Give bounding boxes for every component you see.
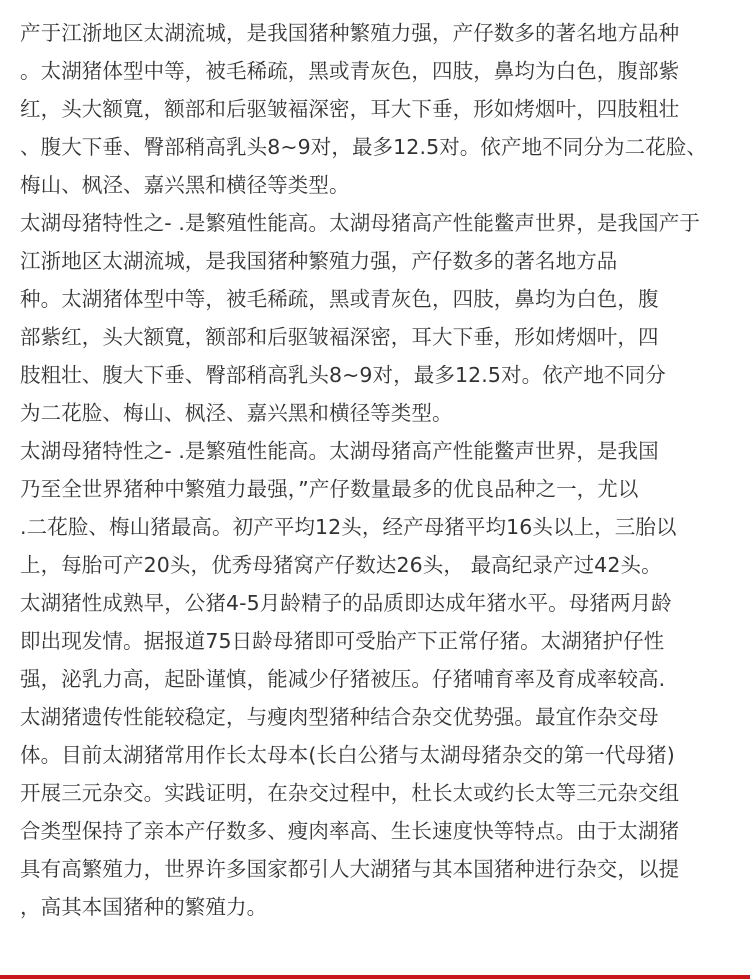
text-line: 江浙地区太湖流城，是我国猪种繁殖力强，产仔数多的著名地方品 [20,249,618,273]
text-line: 体。目前太湖猪常用作长太母本(长白公猪与太湖母猪杂交的第一代母猪) [20,743,675,767]
text-line: 合类型保持了亲本产仔数多、瘦肉率高、生长速度快等特点。由于太湖猪 [20,819,680,843]
text-line: 肢粗壮、腹大下垂、臀部稍高乳头8~9对，最多12.5对。依产地不同分 [20,363,666,387]
text-line: 太湖母猪特性之- .是繁殖性能高。太湖母猪高产性能鳖声世界，是我国产于 [20,211,700,235]
text-line: 太湖猪遗传性能较稳定，与瘦肉型猪种结合杂交优势强。最宜作杂交母 [20,705,659,729]
text-line: ，高其本国猪种的繁殖力。 [20,895,268,919]
text-line: 产于江浙地区太湖流城，是我国猪种繁殖力强，产仔数多的著名地方品种 [20,21,680,45]
text-line: 部紫红，头大额寬，额部和后驱皱褔深密，耳大下垂，形如烤烟叶，四 [20,325,659,349]
text-line: 太湖母猪特性之- .是繁殖性能高。太湖母猪高产性能鳖声世界，是我国 [20,439,659,463]
text-line: 为二花脸、梅山、枫泾、嘉兴黑和横径等类型。 [20,401,453,425]
text-line: 红，头大额寬，额部和后驱皱褔深密，耳大下垂，形如烤烟叶，四肢粗壮 [20,97,680,121]
text-line: 开展三元杂交。实践证明，在杂交过程中，杜长太或约长太等三元杂交组 [20,781,680,805]
text-line: 。太湖猪体型中等，被毛稀疏，黑或青灰色，四肢，鼻均为白色，腹部紫 [20,59,680,83]
text-line: 、腹大下垂、臀部稍高乳头8~9对，最多12.5对。依产地不同分为二花脸、 [20,135,708,159]
article-body [20,14,745,926]
text-line: 种。太湖猪体型中等，被毛稀疏，黑或青灰色，四肢，鼻均为白色，腹 [20,287,659,311]
text-line: 具有高繁殖力，世界许多国家都引人大湖猪与其本国猪种进行杂交，以提 [20,857,680,881]
text-line: 太湖猪性成熟早，公猪4-5月龄精子的品质即达成年猪水平。母猪两月龄 [20,591,672,615]
text-line: 强，泌乳力高，起卧谨慎，能减少仔猪被压。仔猪哺育率及育成率较高. [20,667,666,691]
bottom-divider [0,975,750,979]
text-line: 梅山、枫泾、嘉兴黑和横径等类型。 [20,173,350,197]
text-line: 乃至全世界猪种中繁殖力最强，”产仔数量最多的优良品种之一，尤以 [20,477,639,501]
text-line: 上，每胎可产20头，优秀母猪窝产仔数达26头， 最高纪录产过42头。 [20,553,662,577]
text-line: 即出现发情。据报道75日龄母猪即可受胎产下正常仔猪。太湖猪护仔性 [20,629,665,653]
text-line: .二花脸、梅山猪最高。初产平均12头，经产母猪平均16头以上，三胎以 [20,515,677,539]
